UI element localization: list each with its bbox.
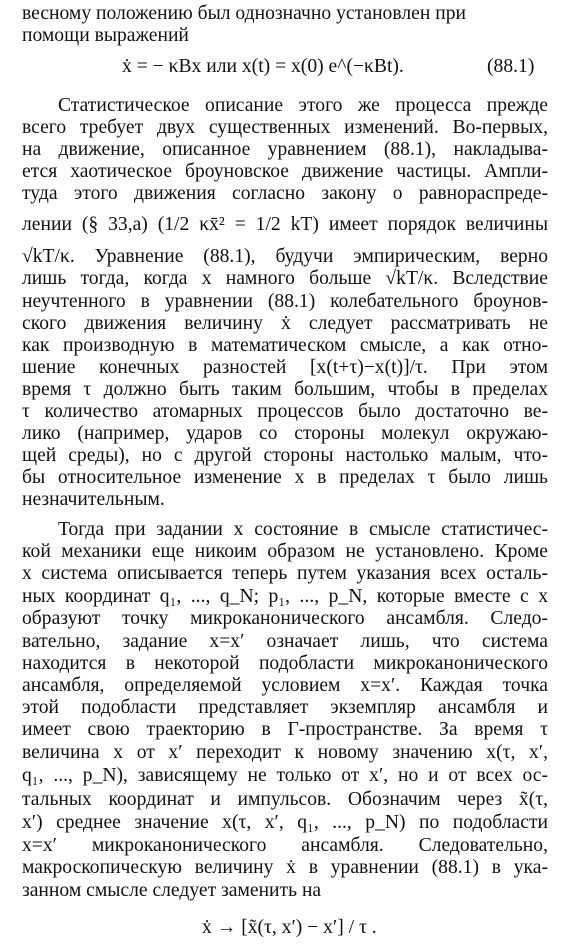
text-line-4: всего требует двух существенных изменений. Во-первых, [22,117,548,138]
text-line-15: время τ должно быть таким большим, чтобы в пределах [22,379,548,400]
text-line-28: ансамбля, определяемой условием x=x′. Каждая точка [22,675,548,696]
text-line-2: помощи выражений [22,25,189,46]
text-line-5: на движение, описанное уравнением (88.1), накладыва- [22,139,548,160]
equation-88-1: ẋ = − κBx или x(t) = x(0) e^(−κBt). [122,56,404,77]
text-line-21: Тогда при задании x состояние в смысле статистичес- [58,519,548,540]
text-line-16: τ количество атомарных процессов было достаточно ве- [22,401,548,422]
text-line-9: √kT/κ. Уравнение (88.1), будучи эмпирическим, верно [22,246,548,267]
text-line-3: Статистическое описание этого же процесса прежде [58,95,548,116]
text-line-10: лишь тогда, когда x намного больше √kT/κ. Вследствие [22,268,548,289]
text-line-27: находится в некоторой подобласти микроканонического [22,653,548,674]
text-line-8: лении (§ 33,а) (1/2 κx̄² = 1/2 kT) имеет порядок величины [22,214,548,235]
text-line-25: образуют точку микроканонического ансамбля. Следо- [22,608,548,629]
text-line-11: неучтенного в уравнении (88.1) колебательного броунов- [22,291,548,312]
text-line-7: туда этого движения согласно закону о равнораспреде- [22,183,548,204]
text-line-20: незначительным. [22,489,165,510]
text-line-36: макроскопическую величину ẋ в уравнении (88.1) в ука- [22,857,548,878]
equation-number: (88.1) [487,56,535,77]
text-line-13: как производную в математическом смысле, а как отно- [22,335,548,356]
text-line-17: лико (например, ударов со стороны молекул окружаю- [22,423,548,444]
text-line-37: занном смысле следует заменить на [22,880,322,901]
text-line-26: вательно, задание x=x′ означает лишь, что система [22,631,548,652]
text-line-23: x система описывается теперь путем указания всех осталь- [22,563,548,584]
text-line-31: величина x от x′ переходит к новому значению x(τ, x′, [22,742,548,763]
text-line-19: бы относительное изменение x в пределах τ было лишь [22,467,548,488]
text-line-29: этой подобласти представляет экземпляр ансамбля и [22,697,548,718]
text-line-35: x=x′ микроканонического ансамбля. Следовательно, [22,835,548,856]
text-line-18: щей среды), но с другой стороны настолько малым, что- [22,445,548,466]
text-line-24: ных координат q₁, ..., q_N; p₁, ..., p_N, которые вместе с x [22,586,548,607]
text-line-32: q₁, ..., p_N), зависящему не только от x′, но и от всех ос- [22,765,548,786]
text-line-1: весному положению был однозначно установлен при [22,3,466,24]
text-line-30: имеет свою траекторию в Г-пространстве. За время τ [22,719,548,740]
text-line-14: шение конечных разностей [x(t+τ)−x(t)]/τ. При этом [22,357,548,378]
text-line-12: ского движения величину ẋ следует рассматривать не [22,313,548,334]
text-line-33: тальных координат и импульсов. Обозначим через x̃(τ, [22,789,548,810]
text-line-34: x′) среднее значение x(τ, x′, q₁, ..., p_N) по подобласти [22,812,548,833]
final-equation: ẋ → [x̃(τ, x′) − x′] / τ . [202,917,377,938]
text-line-22: кой механики еще никоим образом не установлено. Кроме [22,541,548,562]
text-line-6: ется хаотическое броуновское движение частицы. Ампли- [22,161,548,182]
